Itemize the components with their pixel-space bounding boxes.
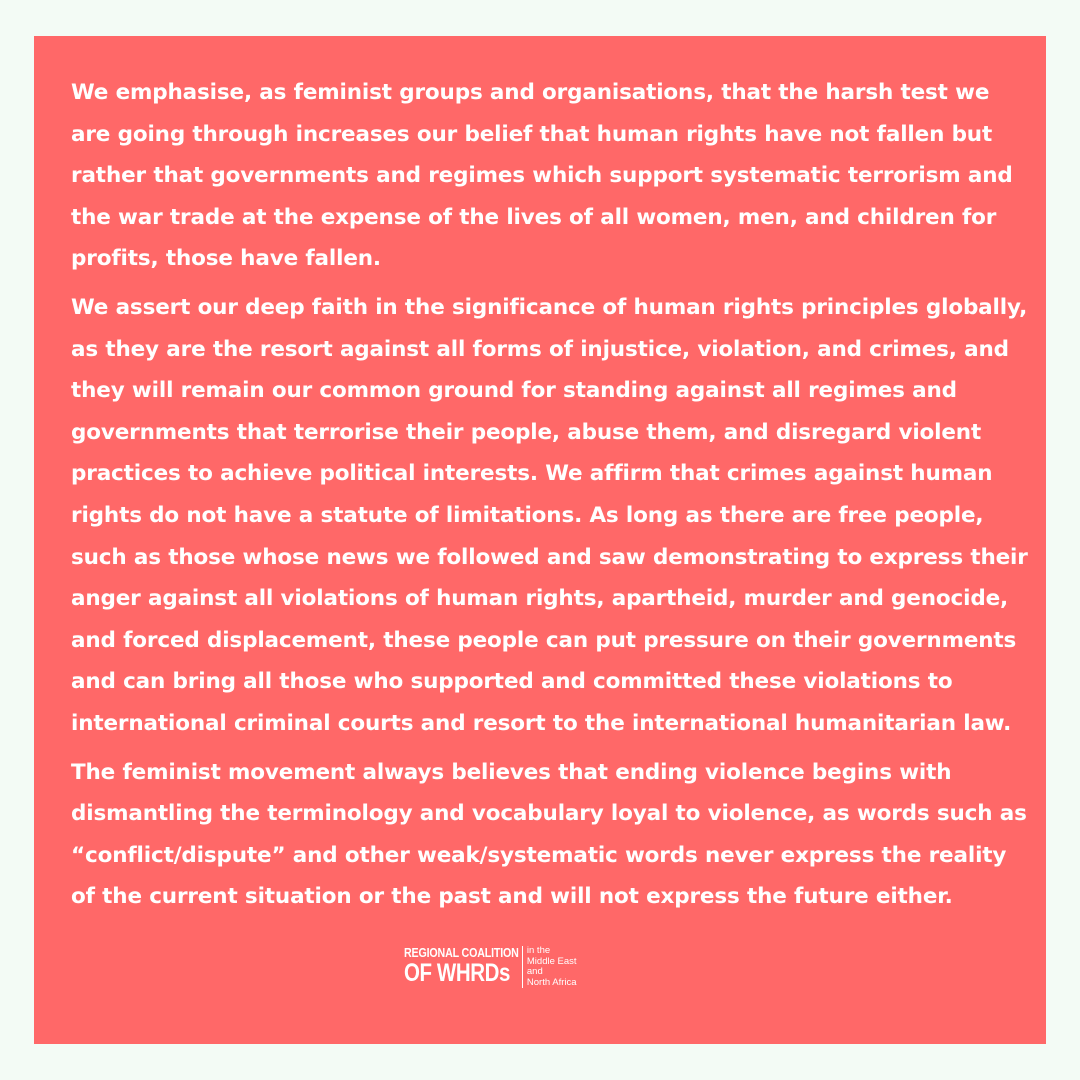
- logo-region-line-3: and: [526, 966, 543, 977]
- statement-panel: [34, 36, 1046, 1044]
- logo-line-1: REGIONAL COALITION: [404, 945, 519, 960]
- coalition-logo: [404, 946, 577, 988]
- logo-divider: [522, 946, 523, 988]
- statement-paragraph-1: We emphasise, as feminist groups and organisations, that the harsh test we are going through increases our belief that human rights have not fallen but rather that governments and regimes which support systematic terrorism and the war trade at the expense of the lives of all women, men, and children for profits, those have fallen.: [71, 80, 1013, 272]
- statement-paragraph-2: We assert our deep faith in the significance of human rights principles globally, as they are the resort against all forms of injustice, violation, and crimes, and they will remain our common ground for standing against all regimes and governments that terrorise their people, abuse them, and disregard violent practices to achieve political interests. We affirm that crimes against human rights do not have a statute of limitations. As long as there are free people, such as those whose news we followed and saw demonstrating to express their anger against all violations of human rights, apartheid, murder and genocide, and forced displacement, these people can put pressure on their governments and can bring all those who supported and committed these violations to international criminal courts and resort to the international humanitarian law.: [71, 294, 1028, 736]
- logo-region-line-2: Middle East: [526, 955, 577, 967]
- logo-region-line-4: North Africa: [526, 976, 577, 988]
- logo-wordmark: [404, 946, 544, 988]
- logo-region-line-1: in the: [526, 945, 551, 956]
- statement-text: [71, 72, 1031, 925]
- logo-line-2: OF WHRDs: [404, 959, 511, 987]
- statement-paragraph-3: The feminist movement always believes that ending violence begins with dismantling the terminology and vocabulary loyal to violence, as words such as “conflict/dispute” and other weak/systematic words never express the reality of the current situation or the past and will not express the future either.: [71, 759, 1027, 910]
- logo-region: [527, 946, 577, 988]
